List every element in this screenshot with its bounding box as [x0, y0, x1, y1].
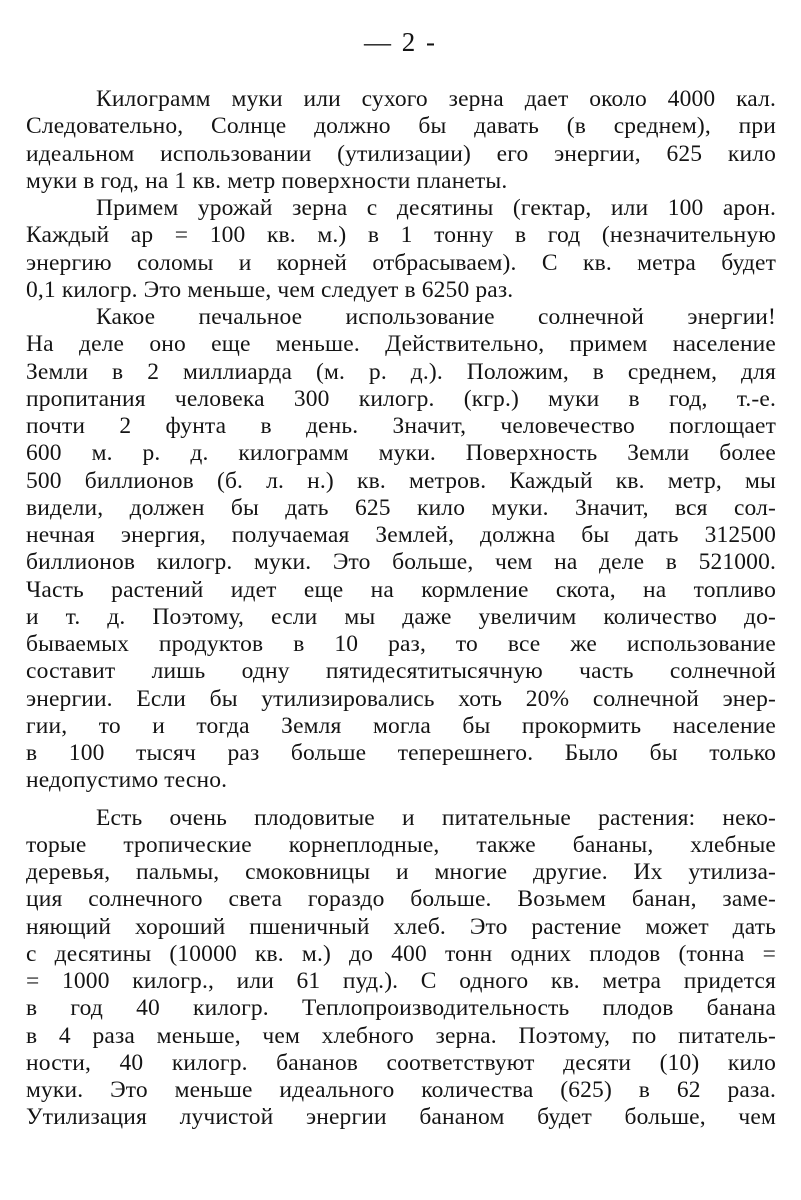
paragraph-gap: [26, 795, 776, 805]
text-body: [26, 86, 776, 1132]
paragraph-4: [26, 805, 776, 1132]
text-line: пропитания человека 300 килогр. (кгр.) муки в год, т.-е.: [26, 385, 776, 412]
text-line: энергии. Если бы утилизировались хоть 20% солнечной энер-: [26, 685, 776, 712]
text-line: 500 биллионов (б. л. н.) кв. метров. Каждый кв. метр, мы: [26, 467, 776, 494]
page-number: — 2 -: [364, 27, 437, 57]
text-line: в 4 раза меньше, чем хлебного зерна. Поэтому, по питатель-: [26, 1022, 776, 1049]
text-line: няющий хороший пшеничный хлеб. Это растение может дать: [26, 913, 776, 940]
text-line: ности, 40 килогр. бананов соответствуют десяти (10) кило: [26, 1049, 776, 1076]
text-line: идеальном использовании (утилизации) его энергии, 625 кило: [26, 140, 776, 167]
text-line: Утилизация лучистой энергии бананом будет больше, чем: [26, 1104, 776, 1131]
text-line: Часть растений идет еще на кормление скота, на топливо: [26, 576, 776, 603]
text-line: биллионов килогр. муки. Это больше, чем на деле в 521000.: [26, 549, 776, 576]
text-line: Килограмм муки или сухого зерна дает около 4000 кал.: [96, 86, 776, 112]
text-line: почти 2 фунта в день. Значит, человечество поглощает: [26, 413, 776, 439]
text-line: видели, должен бы дать 625 кило муки. Значит, вся сол-: [26, 494, 776, 521]
text-line: Каждый ар = 100 кв. м.) в 1 тонну в год (незначительную: [26, 222, 776, 249]
text-line: ция солнечного света гораздо больше. Возьмем банан, заме-: [26, 886, 776, 913]
text-line: составит лишь одну пятидесятитысячную часть солнечной: [26, 658, 776, 685]
text-line: Есть очень плодовитые и питательные растения: неко-: [96, 804, 776, 831]
text-line: бываемых продуктов в 10 раз, то все же использование: [26, 631, 776, 657]
text-line: муки. Это меньше идеального количества (625) в 62 раза.: [26, 1077, 776, 1103]
text-line: Какое печальное использование солнечной энергии!: [96, 304, 776, 330]
paragraph-3: [26, 304, 776, 795]
text-line: 600 м. р. д. килограмм муки. Поверхность Земли более: [26, 440, 776, 467]
text-line: Следовательно, Солнце должно бы давать (в среднем), при: [26, 113, 776, 140]
text-line: энергию соломы и корней отбрасываем). С кв. метра будет: [26, 249, 776, 276]
text-line: торые тропические корнеплодные, также бананы, хлебные: [26, 831, 776, 858]
text-line: = 1000 килогр., или 61 пуд.). С одного кв. метра придется: [26, 968, 776, 994]
text-line: муки в год, на 1 кв. метр поверхности планеты.: [26, 167, 508, 194]
text-line: и т. д. Поэтому, если мы даже увеличим количество до-: [26, 603, 776, 630]
text-line: в 100 тысяч раз больше теперешнего. Было бы только: [26, 740, 776, 766]
text-line: нечная энергия, получаемая Землей, должна бы дать 312500: [26, 522, 776, 548]
text-line: гии, то и тогда Земля могла бы прокормить население: [26, 712, 776, 739]
text-line: деревья, пальмы, смоковницы и многие другие. Их утилиза-: [26, 859, 776, 885]
paragraph-2: [26, 195, 776, 304]
paragraph-1: [26, 86, 776, 195]
text-line: 0,1 килогр. Это меньше, чем следует в 6250 раз.: [26, 276, 514, 303]
text-line: с десятины (10000 кв. м.) до 400 тонн одних плодов (тонна =: [26, 940, 776, 967]
text-line: На деле оно еще меньше. Действительно, примем население: [26, 331, 776, 358]
text-line: в год 40 килогр. Теплопроизводительность плодов банана: [26, 995, 776, 1022]
text-line: Земли в 2 миллиарда (м. р. д.). Положим, в среднем, для: [26, 358, 776, 385]
text-line: недопустимо тесно.: [26, 767, 228, 794]
text-line: Примем урожай зерна с десятины (гектар, или 100 арон.: [96, 195, 776, 221]
